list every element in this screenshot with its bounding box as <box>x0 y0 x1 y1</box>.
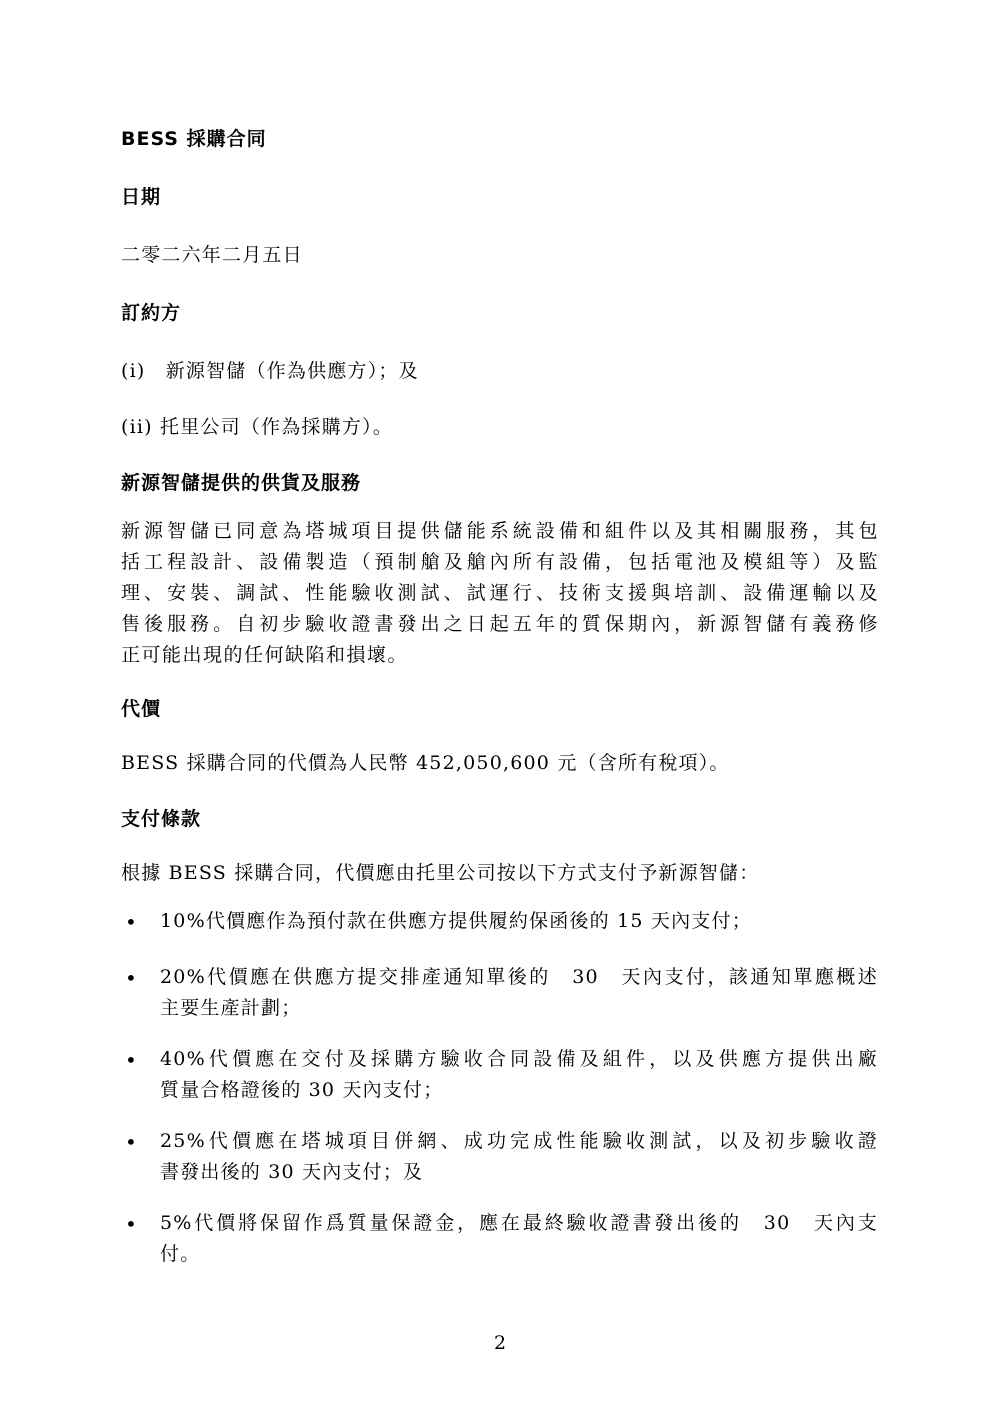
date-heading: 日期 <box>121 186 162 208</box>
party-purchaser: (ii) 托里公司（作為採購方）。 <box>121 416 393 438</box>
payment-intro: 根據 BESS 採購合同，代價應由托里公司按以下方式支付予新源智儲： <box>121 862 760 884</box>
date-value: 二零二六年二月五日 <box>121 244 303 266</box>
payment-term <box>160 1044 880 1106</box>
payment-term-line: 25%代價應在塔城項目併網、成功完成性能驗收測試，以及初步驗收證 <box>160 1130 878 1152</box>
consideration-heading: 代價 <box>121 698 162 720</box>
consideration-text: BESS 採購合同的代價為人民幣 452,050,600 元（含所有稅項）。 <box>121 752 730 774</box>
supply-line: 售後服務。自初步驗收證書發出之日起五年的質保期內，新源智儲有義務修 <box>121 613 879 635</box>
parties-heading: 訂約方 <box>121 302 182 324</box>
supply-line: 新源智儲已同意為塔城項目提供儲能系統設備和組件以及其相關服務，其包 <box>121 520 879 542</box>
payment-term-line: 付。 <box>160 1243 201 1265</box>
bullet-icon: • <box>125 1212 137 1236</box>
supply-line: 理、安裝、調試、性能驗收測試、試運行、技術支援與培訓、設備運輸以及 <box>121 582 879 604</box>
party-supplier: (i) 新源智儲（作為供應方）；及 <box>121 360 419 382</box>
payment-heading: 支付條款 <box>121 808 202 830</box>
payment-term-line: 10%代價應作為預付款在供應方提供履約保函後的 15 天內支付； <box>160 910 752 932</box>
supply-line: 括工程設計、設備製造（預制艙及艙內所有設備，包括電池及模組等）及監 <box>121 551 879 573</box>
supply-line: 正可能出現的任何缺陷和損壞。 <box>121 644 409 666</box>
payment-term-line: 質量合格證後的 30 天內支付； <box>160 1079 444 1101</box>
payment-term-line: 5%代價將保留作爲質量保證金，應在最終驗收證書發出後的 30 天內支 <box>160 1212 878 1234</box>
bullet-icon: • <box>125 966 137 990</box>
payment-term <box>160 1126 880 1188</box>
page-number: 2 <box>493 1332 507 1354</box>
supply-heading: 新源智儲提供的供貨及服務 <box>121 472 362 494</box>
payment-term <box>160 906 880 937</box>
bullet-icon: • <box>125 1048 137 1072</box>
payment-term <box>160 1208 880 1270</box>
document-title: BESS 採購合同 <box>121 128 267 150</box>
bullet-icon: • <box>125 1130 137 1154</box>
bullet-icon: • <box>125 910 137 934</box>
supply-paragraph <box>121 516 881 671</box>
payment-term-line: 20%代價應在供應方提交排產通知單後的 30 天內支付，該通知單應概述 <box>160 966 878 988</box>
payment-term-line: 主要生產計劃； <box>160 997 302 1019</box>
payment-term <box>160 962 880 1024</box>
payment-term-line: 書發出後的 30 天內支付；及 <box>160 1161 424 1183</box>
payment-term-line: 40%代價應在交付及採購方驗收合同設備及組件，以及供應方提供出廠 <box>160 1048 878 1070</box>
